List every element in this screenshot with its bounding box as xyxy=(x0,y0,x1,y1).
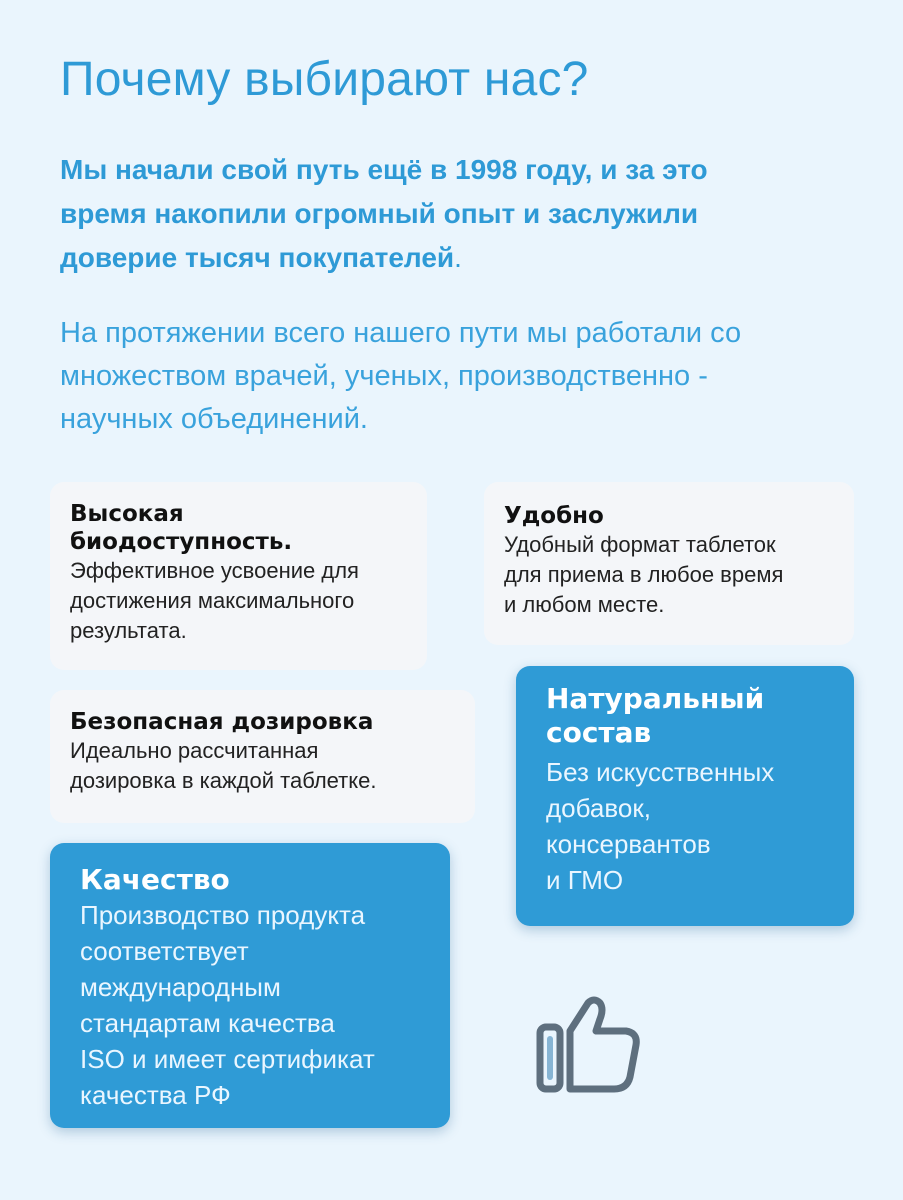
feature-card-title-line: Безопасная дозировка xyxy=(70,709,374,735)
feature-card-title-line: Натуральный xyxy=(546,682,765,715)
intro-lead-line: Мы начали свой путь ещё в 1998 году, и за это xyxy=(60,154,708,185)
feature-card-title-line: Качество xyxy=(80,863,230,896)
thumbs-up-icon xyxy=(532,995,648,1095)
feature-card-text-line: качества РФ xyxy=(80,1080,231,1110)
feature-card-text-line: консервантов xyxy=(546,829,711,859)
feature-card-natural xyxy=(516,666,854,926)
feature-card-text-line: и любом месте. xyxy=(504,592,665,617)
feature-card-text-line: и ГМО xyxy=(546,865,624,895)
page-title: Почему выбирают нас? xyxy=(60,53,589,106)
feature-card-text-line: Идеально рассчитанная xyxy=(70,738,319,763)
intro-paragraph-line: научных объединений. xyxy=(60,403,368,435)
feature-card-title-line: биодоступность. xyxy=(70,529,293,555)
feature-card-text xyxy=(546,754,824,898)
feature-card-bioavailability xyxy=(50,482,427,670)
feature-card-text-line: Без искусственных xyxy=(546,757,775,787)
feature-card-text-line: соответствует xyxy=(80,936,249,966)
feature-card-title xyxy=(546,682,824,750)
feature-card-text-line: Производство продукта xyxy=(80,900,366,930)
feature-card-title-line: состав xyxy=(546,716,652,749)
intro-lead-line: доверие тысяч покупателей xyxy=(60,242,455,273)
intro-lead-period: . xyxy=(454,242,462,273)
feature-card-text-line: Эффективное усвоение для xyxy=(70,558,359,583)
feature-card-text-line: Удобный формат таблеток xyxy=(504,532,776,557)
feature-card-safe-dose xyxy=(50,690,475,823)
feature-card-text-line: добавок, xyxy=(546,793,651,823)
feature-card-quality xyxy=(50,843,450,1128)
feature-card-text xyxy=(70,736,455,796)
feature-card-title xyxy=(80,863,420,897)
feature-card-text-line: стандартам качества xyxy=(80,1008,335,1038)
intro-paragraph-line: множеством врачей, ученых, производственно - xyxy=(60,360,708,392)
feature-card-convenient xyxy=(484,482,854,645)
feature-card-text-line: дозировка в каждой таблетке. xyxy=(70,768,377,793)
feature-card-title xyxy=(70,500,407,556)
feature-card-text-line: ISO и имеет сертификат xyxy=(80,1044,375,1074)
feature-card-text xyxy=(80,897,420,1113)
feature-card-title xyxy=(70,708,455,736)
feature-card-text xyxy=(70,556,407,646)
feature-card-text-line: для приема в любое время xyxy=(504,562,784,587)
intro-paragraph-line: На протяжении всего нашего пути мы работали со xyxy=(60,317,742,349)
feature-card-title-line: Высокая xyxy=(70,501,184,527)
feature-card-text-line: результата. xyxy=(70,618,187,643)
feature-card-title-line: Удобно xyxy=(504,503,604,529)
intro-paragraph xyxy=(60,312,860,441)
feature-card-text-line: международным xyxy=(80,972,281,1002)
intro-lead-line: время накопили огромный опыт и заслужили xyxy=(60,198,699,229)
feature-card-text xyxy=(504,530,834,620)
intro-lead xyxy=(60,148,850,280)
feature-card-title xyxy=(504,502,834,530)
feature-card-text-line: достижения максимального xyxy=(70,588,355,613)
